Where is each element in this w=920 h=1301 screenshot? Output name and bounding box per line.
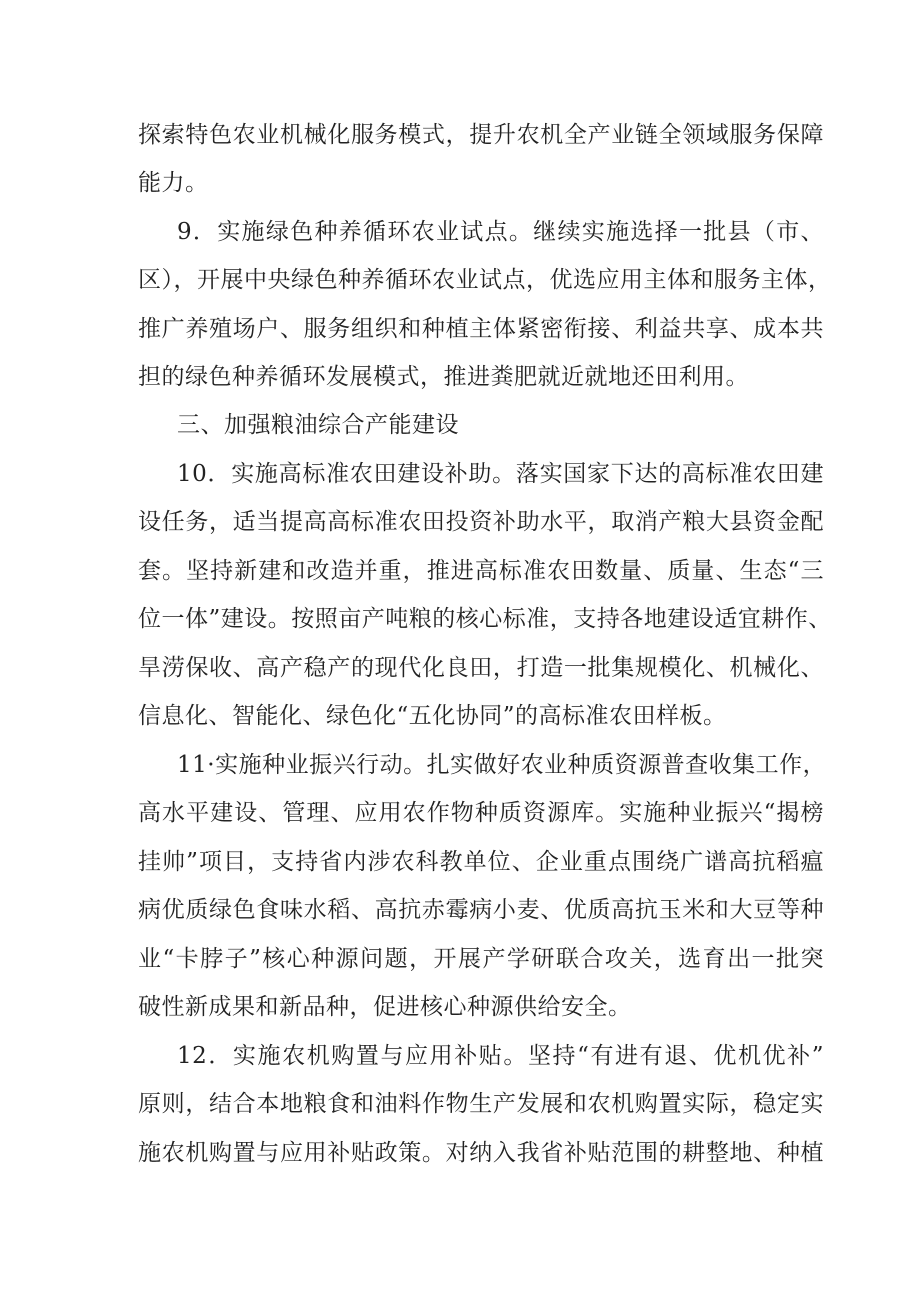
paragraph-line: 旱涝保收、高产稳产的现代化良田，打造一批集规模化、机械化、 [138,655,824,681]
paragraph-line: 9．实施绿色种养循环农业试点。继续实施选择一批县（市、 [177,219,824,245]
paragraph-line: 10．实施高标准农田建设补助。落实国家下达的高标准农田建 [177,461,824,487]
paragraph-line: 担的绿色种养循环发展模式，推进粪肥就近就地还田利用。 [138,364,749,390]
paragraph-line: 设任务，适当提高高标准农田投资补助水平，取消产粮大县资金配 [138,509,824,535]
paragraph-line: 能力。 [138,170,209,196]
paragraph-line: 12．实施农机购置与应用补贴。坚持“有进有退、优机优补” [177,1043,824,1069]
paragraph-line: 探索特色农业机械化服务模式，提升农机全产业链全领域服务保障 [138,122,824,148]
paragraph-line: 施农机购置与应用补贴政策。对纳入我省补贴范围的耕整地、种植 [138,1140,824,1166]
paragraph-line: 病优质绿色食味水稻、高抗赤霉病小麦、优质高抗玉米和大豆等种 [138,897,824,923]
paragraph-line: 破性新成果和新品种，促进核心种源供给安全。 [138,994,632,1020]
paragraph-line: 高水平建设、管理、应用农作物种质资源库。实施种业振兴“揭榜 [138,800,824,826]
paragraph-line: 信息化、智能化、绿色化“五化协同”的高标准农田样板。 [138,703,727,729]
section-heading: 三、加强粮油综合产能建设 [177,412,459,438]
paragraph-line: 位一体”建设。按照亩产吨粮的核心标准，支持各地建设适宜耕作、 [138,606,832,632]
paragraph-line: 原则，结合本地粮食和油料作物生产发展和农机购置实际，稳定实 [138,1091,824,1117]
paragraph-line: 业“卡脖子”核心种源问题，开展产学研联合攻关，选育出一批突 [138,946,824,972]
paragraph-line: 套。坚持新建和改造并重，推进高标准农田数量、质量、生态“三 [138,558,824,584]
paragraph-line: 挂帅”项目，支持省内涉农科教单位、企业重点围绕广谱高抗稻瘟 [138,849,824,875]
paragraph-line: 区），开展中央绿色种养循环农业试点，优选应用主体和服务主体， [138,267,832,293]
paragraph-line: 推广养殖场户、服务组织和种植主体紧密衔接、利益共享、成本共 [138,316,824,342]
paragraph-line: 11·实施种业振兴行动。扎实做好农业种质资源普查收集工作， [177,752,827,778]
